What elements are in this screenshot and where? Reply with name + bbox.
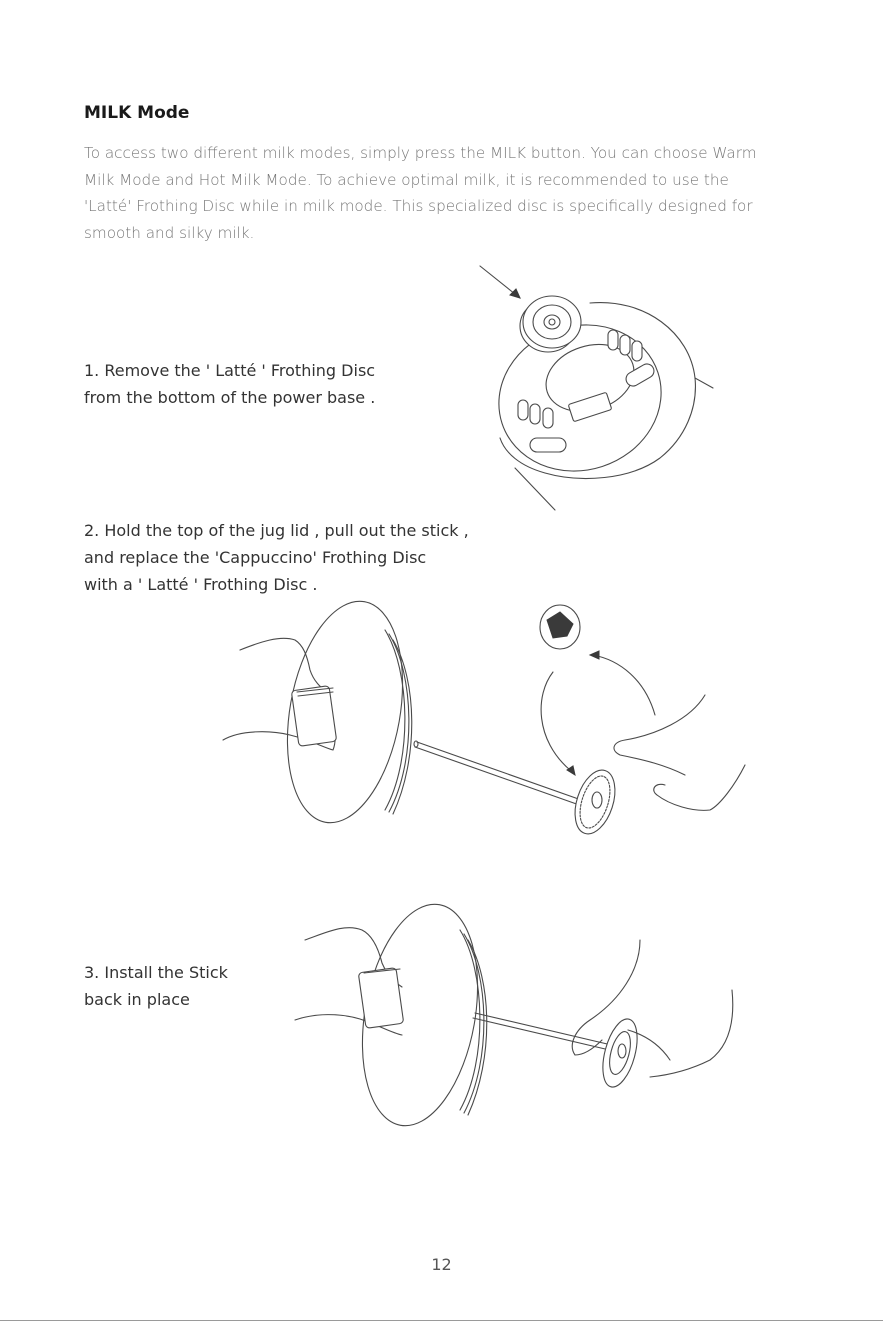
power-base-illustration xyxy=(470,258,730,517)
intro-line: smooth and silky milk. xyxy=(84,223,255,242)
step-3-line: back in place xyxy=(84,990,190,1009)
step-2-text xyxy=(84,517,469,598)
bottom-rule xyxy=(0,1320,883,1321)
step-1-line: from the bottom of the power base . xyxy=(84,388,376,407)
step-2-line: 2. Hold the top of the jug lid , pull out the stick , xyxy=(84,521,469,540)
disc-swap-illustration xyxy=(215,600,755,839)
section-title: MILK Mode xyxy=(84,103,190,123)
step-3-line: 3. Install the Stick xyxy=(84,963,228,982)
install-stick-illustration xyxy=(290,895,750,1149)
step-1-line: 1. Remove the ' Latté ' Frothing Disc xyxy=(84,361,376,380)
intro-paragraph xyxy=(84,140,804,246)
step-2-line: and replace the 'Cappuccino' Frothing Disc xyxy=(84,548,427,567)
intro-line: 'Latté' Frothing Disc while in milk mode. This specialized disc is specifically designed for xyxy=(84,197,753,215)
intro-line: Milk Mode and Hot Milk Mode. To achieve optimal milk, it is recommended to use the xyxy=(84,170,729,189)
step-3-text xyxy=(84,959,228,1013)
step-1-text xyxy=(84,357,375,411)
step-2-line: with a ' Latté ' Frothing Disc . xyxy=(84,575,318,594)
page-number: 12 xyxy=(431,1255,452,1274)
intro-line: To access two different milk modes, simply press the MILK button. You can choose Warm xyxy=(84,144,757,162)
